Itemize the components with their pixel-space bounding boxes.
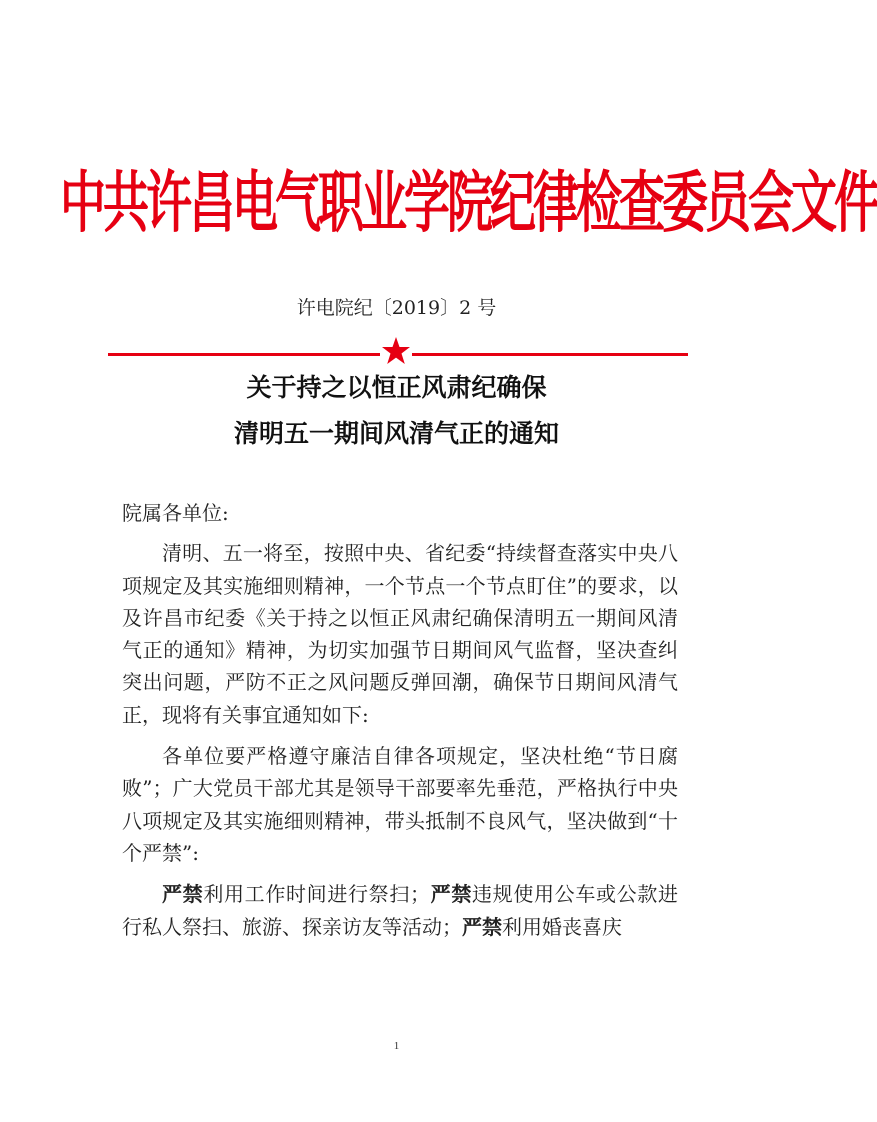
document-number: 许电院纪〔2019〕2 号	[296, 297, 497, 319]
salutation: 院属各单位:	[122, 501, 229, 525]
page-number: 1	[393, 1040, 400, 1052]
red-divider-right	[412, 353, 688, 356]
masthead-title: 中共许昌电气职业学院纪律检查委员会文件	[60, 163, 877, 242]
prohibition-text: 违规使用公车或公款进行私人祭扫、旅游、探亲访友等活动；	[122, 882, 679, 939]
red-divider-left	[108, 353, 380, 356]
paragraph-3	[122, 878, 678, 943]
red-star-icon	[381, 336, 411, 366]
notice-body	[122, 497, 678, 943]
prohibition-keyword: 严禁	[162, 882, 204, 907]
prohibition-text: 利用工作时间进行祭扫；	[203, 882, 431, 907]
prohibition-keyword: 严禁	[462, 914, 502, 939]
prohibition-text: 利用婚丧喜庆	[502, 914, 622, 939]
paragraph-2: 各单位要严格遵守廉洁自律各项规定，坚决杜绝“节日腐败”；广大党员干部尤其是领导干部要率先垂范，严格执行中央八项规定及其实施细则精神，带头抵制不良风气，坚决做到“十个严禁”:	[122, 744, 678, 865]
paragraph-1: 清明、五一将至，按照中央、省纪委“持续督查落实中央八项规定及其实施细则精神，一个节点一个节点盯住”的要求，以及许昌市纪委《关于持之以恒正风肃纪确保清明五一期间风清气正的通知》精神，为切实加强节日期间风气监督，坚决查纠突出问题，严防不正之风问题反弹回潮，确保节日期间风清气正，现将有关事宜通知如下:	[122, 541, 678, 727]
prohibition-keyword: 严禁	[430, 882, 473, 907]
notice-title-line-1: 关于持之以恒正风肃纪确保	[246, 373, 547, 402]
notice-title-line-2: 清明五一期间风清气正的通知	[233, 419, 559, 448]
